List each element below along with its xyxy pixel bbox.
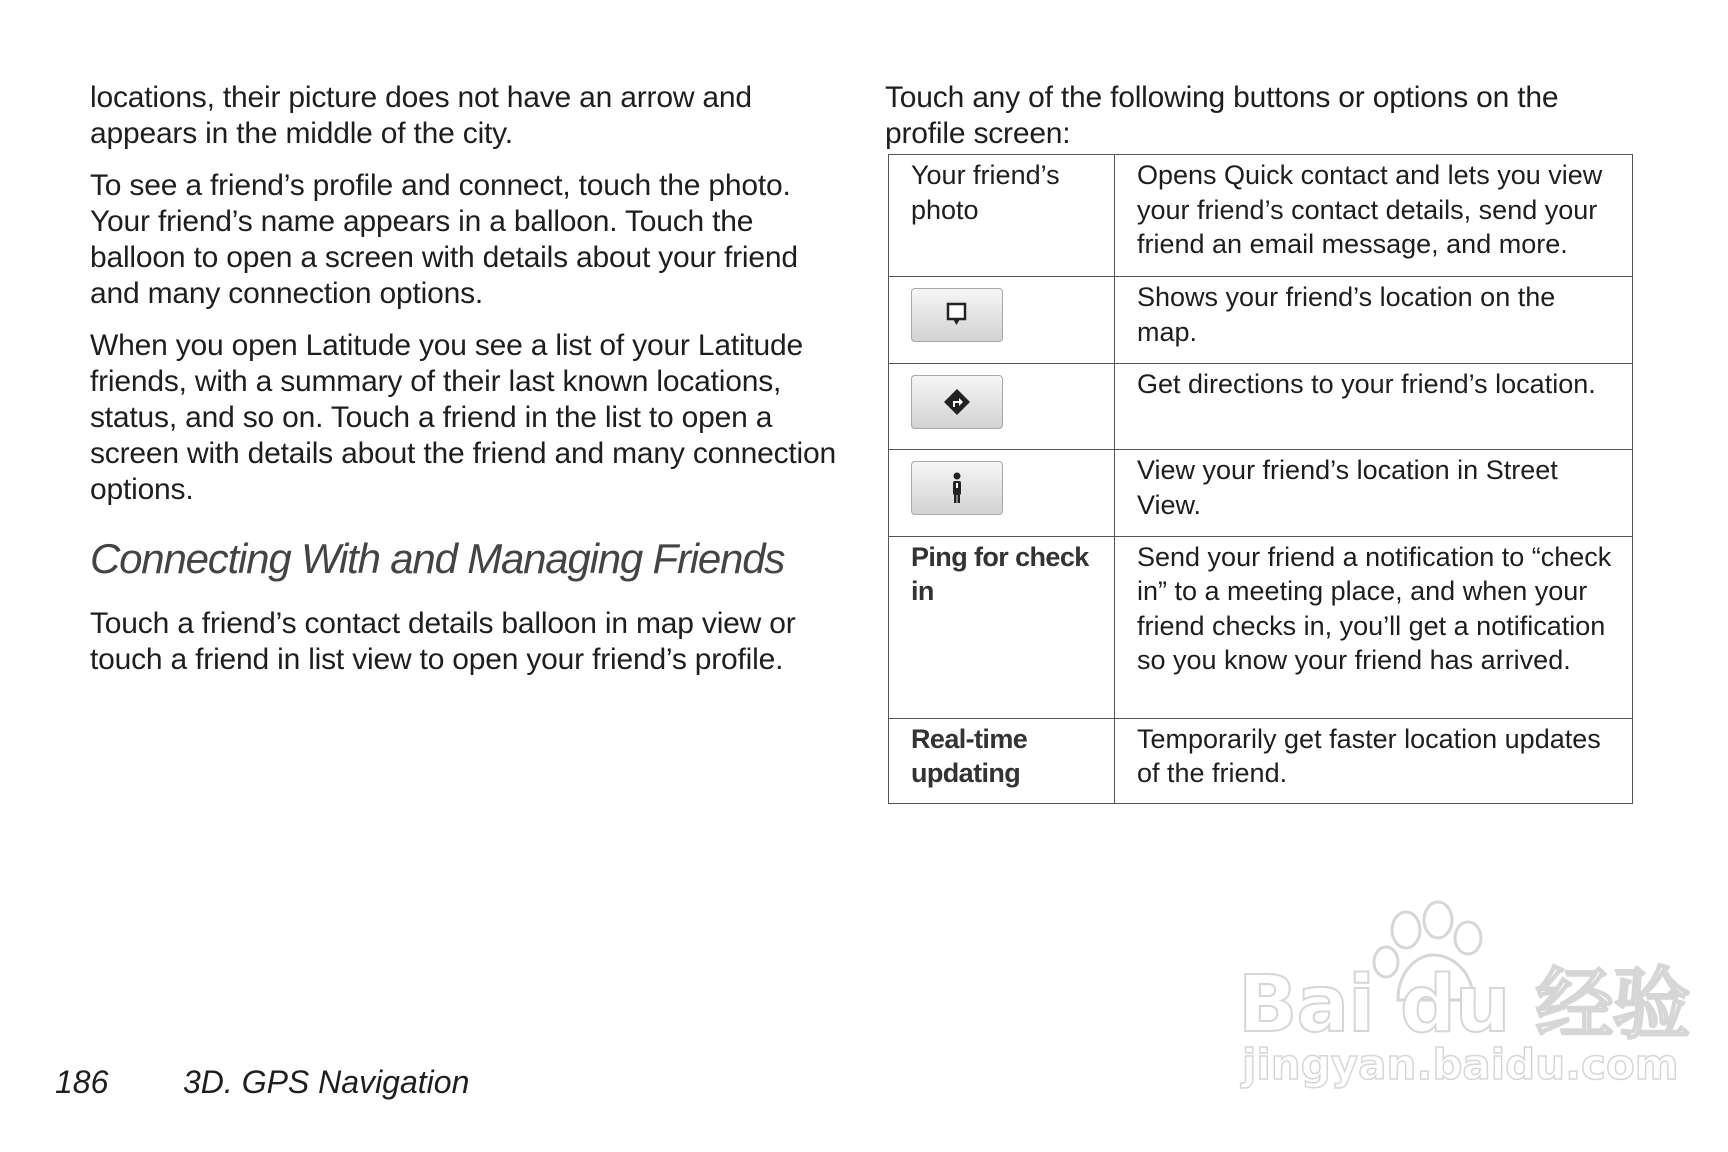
option-icon-cell [889, 277, 1115, 364]
table-row [889, 277, 1633, 364]
street-view-icon [911, 461, 1003, 515]
table-row [889, 718, 1633, 803]
table-row [889, 363, 1633, 450]
option-label [889, 718, 1115, 803]
option-label-text: Real-time updating [911, 723, 1028, 788]
baidu-watermark [1238, 900, 1690, 1100]
right-column [885, 80, 1630, 804]
profile-options-table [888, 154, 1633, 804]
page-footer [55, 1062, 469, 1102]
left-column [90, 80, 840, 694]
paragraph-2: To see a friend’s profile and connect, touch the photo. Your friend’s name appears in a balloon. Touch the balloon to open a screen with details about your friend and many connection options. [90, 169, 798, 310]
option-label-text: Ping for check in [911, 541, 1089, 606]
option-description: Opens Quick contact and lets you view your friend’s contact details, send your friend an email message, and more. [1115, 155, 1633, 277]
map-pin-icon [911, 288, 1003, 342]
option-icon-cell [889, 363, 1115, 450]
option-label [889, 155, 1115, 277]
table-row [889, 155, 1633, 277]
paragraph-after-heading: Touch a friend’s contact details balloon in map view or touch a friend in list view to open your friend’s profile. [90, 607, 796, 676]
paragraph-3: When you open Latitude you see a list of your Latitude friends, with a summary of their last known locations, status, and so on. Touch a friend in the list to open a screen with details about the friend and many connection options. [90, 329, 836, 506]
option-description: Shows your friend’s location on the map. [1115, 277, 1633, 364]
option-description: Get directions to your friend’s location. [1115, 363, 1633, 450]
option-label-text: Your friend’s photo [911, 160, 1060, 225]
option-description: Send your friend a notification to “check in” to a meeting place, and when your friend checks in, you’ll get a notification so you know your friend has arrived. [1115, 536, 1633, 718]
table-row [889, 450, 1633, 537]
watermark-url: jingyan.baidu.com [1242, 1040, 1679, 1089]
section-heading: Connecting With and Managing Friends [90, 535, 785, 582]
option-description: Temporarily get faster location updates of the friend. [1115, 718, 1633, 803]
option-label [889, 536, 1115, 718]
watermark-brand: Bai du 经验 [1238, 960, 1690, 1050]
option-description: View your friend’s location in Street View. [1115, 450, 1633, 537]
section-title: 3D. GPS Navigation [183, 1064, 470, 1100]
table-row [889, 536, 1633, 718]
directions-icon [911, 375, 1003, 429]
table-intro: Touch any of the following buttons or options on the profile screen: [885, 81, 1559, 150]
option-icon-cell [889, 450, 1115, 537]
paragraph-1: locations, their picture does not have an arrow and appears in the middle of the city. [90, 81, 752, 150]
page-number: 186 [55, 1064, 109, 1100]
